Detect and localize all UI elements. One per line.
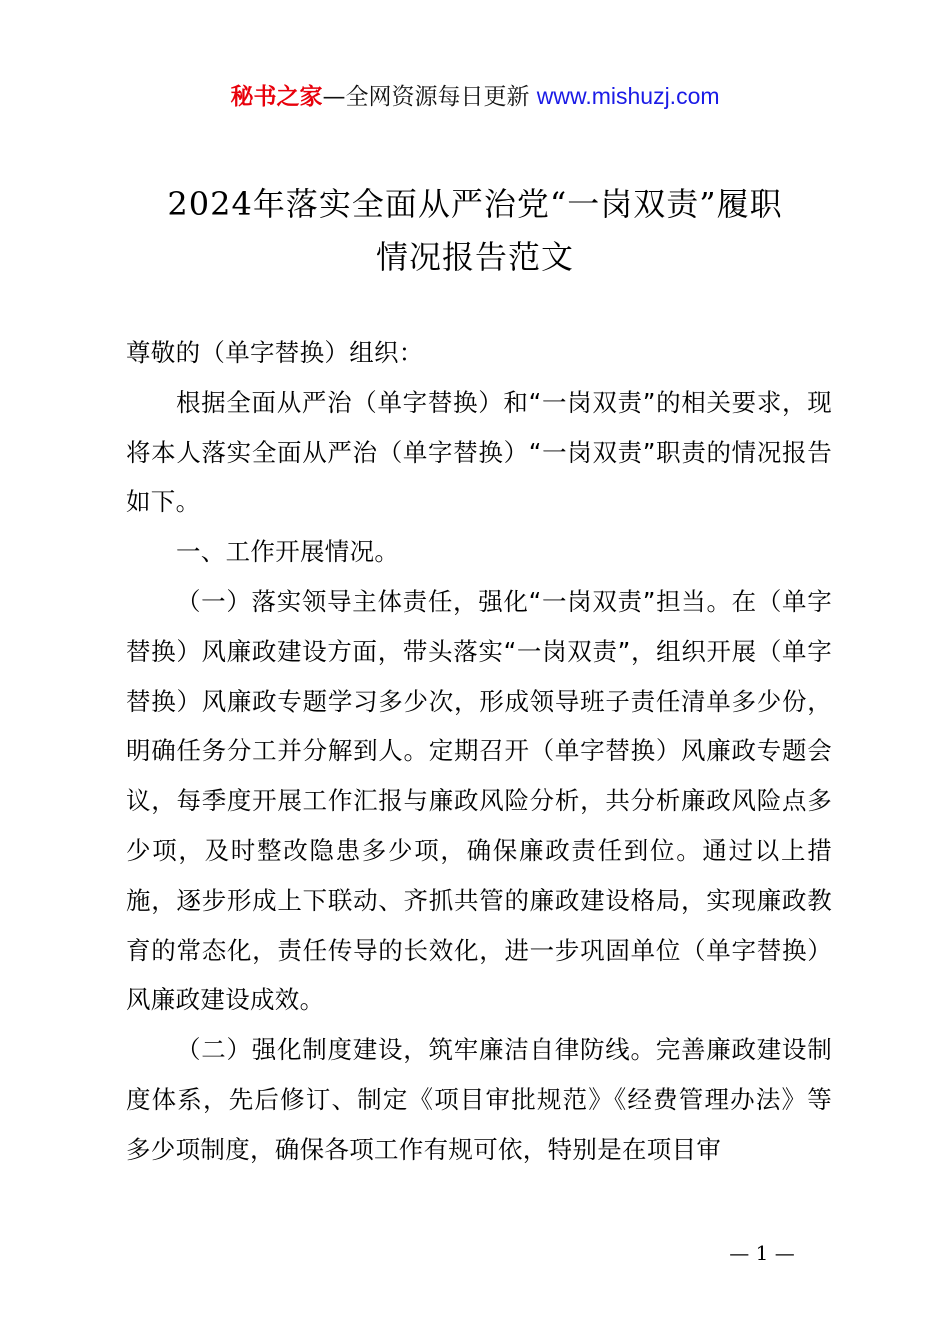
site-url-link[interactable]: www.mishuzj.com bbox=[536, 83, 720, 109]
document-body bbox=[126, 328, 832, 1175]
header-tagline: —全网资源每日更新 bbox=[322, 84, 537, 110]
body-paragraph: 根据全面从严治（单字替换）和“一岗双责”的相关要求，现将本人落实全面从严治（单字替换）“一岗双责”职责的情况报告如下。 bbox=[126, 387, 832, 517]
document-title bbox=[100, 178, 850, 284]
title-line-2: 情况报告范文 bbox=[375, 238, 574, 276]
page-number: — 1 — bbox=[729, 1241, 795, 1265]
section-heading: 一、工作开展情况。 bbox=[176, 537, 400, 567]
salutation: 尊敬的（单字替换）组织： bbox=[126, 338, 424, 367]
title-line-1: 2024年落实全面从严治党“一岗双责”履职 bbox=[167, 185, 783, 223]
body-paragraph: （一）落实领导主体责任，强化“一岗双责”担当。在（单字替换）风廉政建设方面，带头落实“一岗双责”，组织开展（单字替换）风廉政专题学习多少次，形成领导班子责任清单多少份，明确任务分工并分解到人。定期召开（单字替换）风廉政专题会议，每季度开展工作汇报与廉政风险分析，共分析廉政风险点多少项，及时整改隐患多少项，确保廉政责任到位。通过以上措施，逐步形成上下联动、齐抓共管的廉政建设格局，实现廉政教育的常态化，责任传导的长效化，进一步巩固单位（单字替换）风廉政建设成效。 bbox=[126, 586, 832, 1015]
brand-name: 秘书之家 bbox=[230, 84, 323, 110]
body-paragraph: （二）强化制度建设，筑牢廉洁自律防线。完善廉政建设制度体系，先后修订、制定《项目审批规范》《经费管理办法》等多少项制度，确保各项工作有规可依，特别是在项目审 bbox=[126, 1035, 832, 1164]
site-header bbox=[0, 80, 950, 113]
